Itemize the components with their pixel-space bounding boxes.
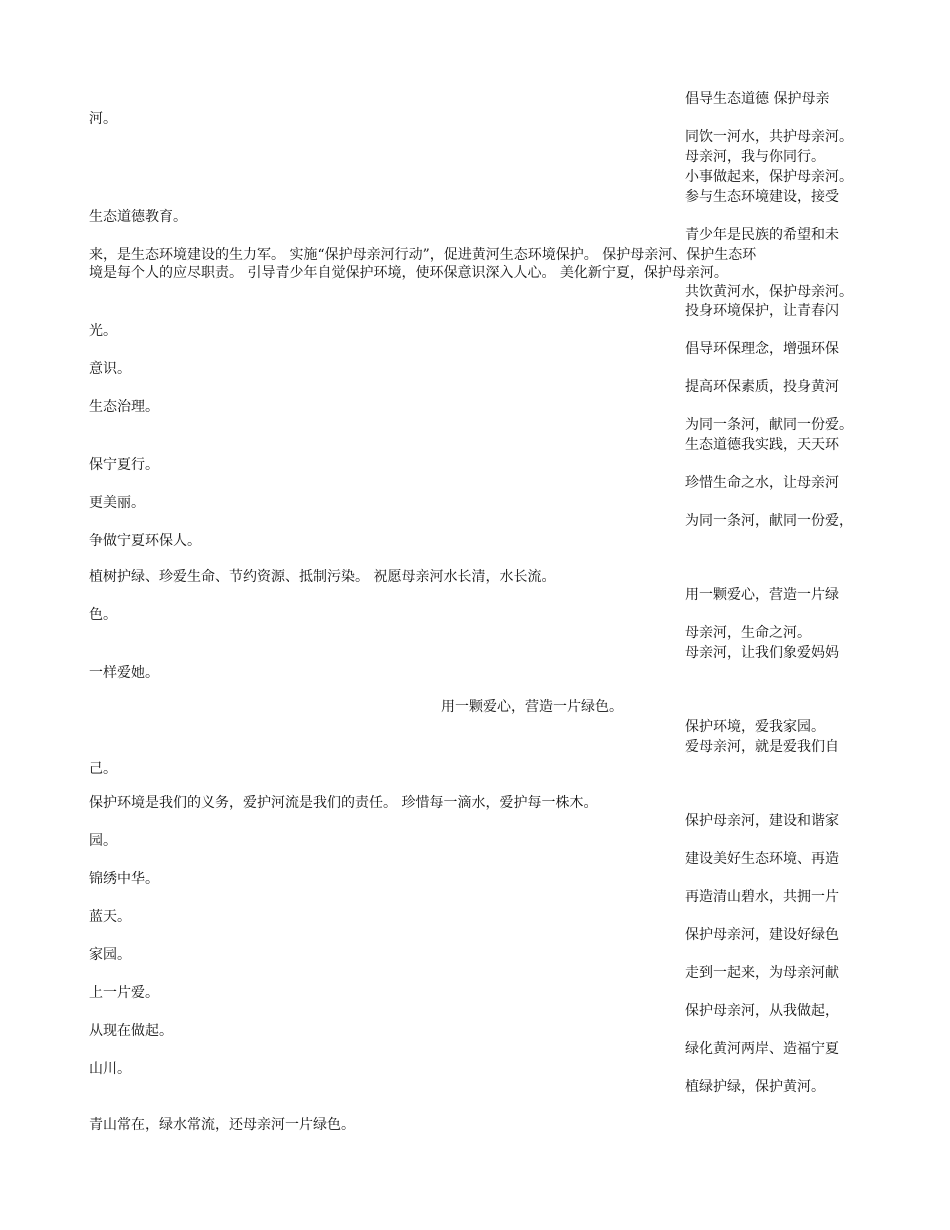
text-line: 倡导环保理念，增强环保 bbox=[685, 341, 839, 357]
text-line: 光。 bbox=[89, 323, 117, 339]
text-line: 己。 bbox=[89, 761, 117, 777]
text-line: 保护母亲河，建设和谐家 bbox=[685, 813, 839, 829]
text-line: 色。 bbox=[89, 607, 117, 623]
text-line: 青山常在，绿水常流，还母亲河一片绿色。 bbox=[89, 1117, 355, 1133]
text-line: 争做宁夏环保人。 bbox=[89, 533, 201, 549]
text-line: 山川。 bbox=[89, 1061, 131, 1077]
text-line: 青少年是民族的希望和未 bbox=[685, 227, 839, 243]
text-line: 母亲河，我与你同行。 bbox=[685, 149, 825, 165]
text-line: 蓝天。 bbox=[89, 909, 131, 925]
text-line: 母亲河，生命之河。 bbox=[685, 625, 811, 641]
text-line: 保护环境，爱我家园。 bbox=[685, 719, 825, 735]
text-line: 保护母亲河，建设好绿色 bbox=[685, 927, 839, 943]
text-line: 用一颗爱心，营造一片绿色。 bbox=[441, 699, 623, 715]
text-line: 生态治理。 bbox=[89, 399, 159, 415]
text-line: 为同一条河，献同一份爱。 bbox=[685, 417, 853, 433]
text-line: 小事做起来，保护母亲河。 bbox=[685, 169, 853, 185]
text-line: 境是每个人的应尽职责。 引导青少年自觉保护环境，使环保意识深入人心。 美化新宁夏，保护母亲河。 bbox=[89, 265, 728, 281]
text-line: 爱母亲河，就是爱我们自 bbox=[685, 739, 839, 755]
text-line: 为同一条河，献同一份爱， bbox=[685, 513, 853, 529]
text-line: 来，是生态环境建设的生力军。 实施“保护母亲河行动”，促进黄河生态环境保护。 保护母亲河、保护生态环 bbox=[89, 247, 757, 263]
text-line: 投身环境保护，让青春闪 bbox=[685, 303, 839, 319]
text-line: 绿化黄河两岸、造福宁夏 bbox=[685, 1041, 839, 1057]
text-line: 参与生态环境建设，接受 bbox=[685, 189, 839, 205]
text-line: 园。 bbox=[89, 833, 117, 849]
text-line: 生态道德我实践，天天环 bbox=[685, 437, 839, 453]
text-line: 意识。 bbox=[89, 361, 131, 377]
text-line: 生态道德教育。 bbox=[89, 209, 187, 225]
text-line: 提高环保素质，投身黄河 bbox=[685, 379, 839, 395]
text-line: 建设美好生态环境、再造 bbox=[685, 851, 839, 867]
text-line: 走到一起来，为母亲河献 bbox=[685, 965, 839, 981]
text-line: 倡导生态道德 保护母亲 bbox=[685, 91, 830, 107]
text-line: 植绿护绿，保护黄河。 bbox=[685, 1079, 825, 1095]
text-line: 同饮一河水，共护母亲河。 bbox=[685, 129, 853, 145]
text-line: 珍惜生命之水，让母亲河 bbox=[685, 475, 839, 491]
text-line: 上一片爱。 bbox=[89, 985, 159, 1001]
text-line: 植树护绿、珍爱生命、节约资源、抵制污染。 祝愿母亲河水长清，水长流。 bbox=[89, 569, 556, 585]
text-line: 再造清山碧水，共拥一片 bbox=[685, 889, 839, 905]
text-line: 一样爱她。 bbox=[89, 665, 159, 681]
text-line: 更美丽。 bbox=[89, 495, 145, 511]
text-line: 河。 bbox=[89, 111, 117, 127]
text-line: 用一颗爱心，营造一片绿 bbox=[685, 587, 839, 603]
text-line: 保宁夏行。 bbox=[89, 457, 159, 473]
text-line: 保护母亲河，从我做起， bbox=[685, 1003, 839, 1019]
text-line: 锦绣中华。 bbox=[89, 871, 159, 887]
text-line: 从现在做起。 bbox=[89, 1023, 173, 1039]
text-line: 共饮黄河水，保护母亲河。 bbox=[685, 284, 853, 300]
text-line: 家园。 bbox=[89, 947, 131, 963]
text-line: 保护环境是我们的义务，爱护河流是我们的责任。 珍惜每一滴水，爱护每一株木。 bbox=[89, 795, 598, 811]
text-line: 母亲河，让我们象爱妈妈 bbox=[685, 645, 839, 661]
